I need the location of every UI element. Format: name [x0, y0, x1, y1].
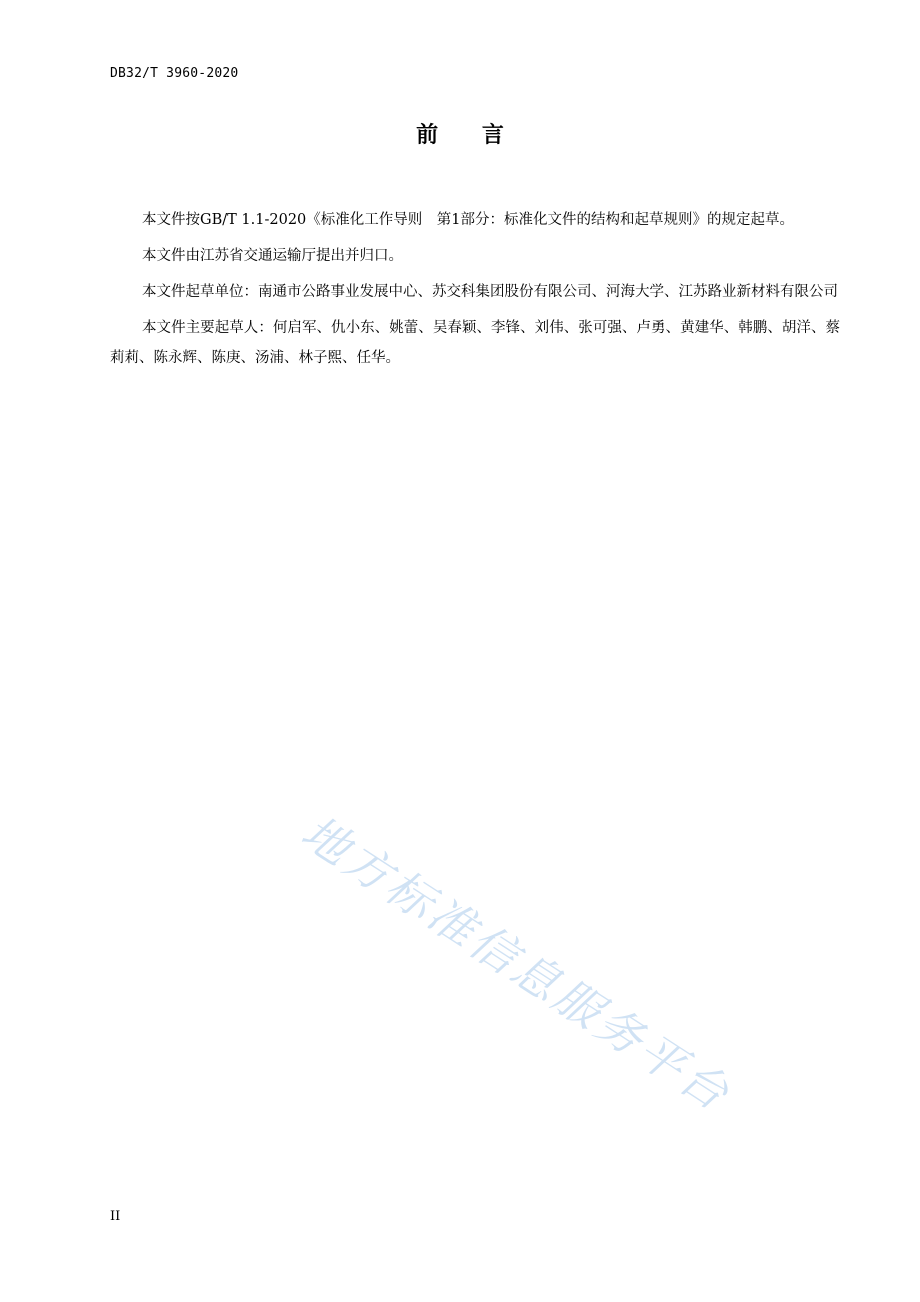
page-number: II — [110, 1209, 121, 1224]
paragraph-drafters: 本文件主要起草人：何启军、仇小东、姚蕾、吴春颖、李锋、刘伟、张可强、卢勇、黄建华、韩鹏、胡洋、蔡莉莉、陈永辉、陈庚、汤浦、林子熙、任华。 — [110, 320, 840, 366]
foreword-body — [110, 205, 840, 379]
paragraph-drafting-units: 本文件起草单位：南通市公路事业发展中心、苏交科集团股份有限公司、河海大学、江苏路业新材料有限公司 — [142, 284, 838, 300]
standard-code: DB32/T 3960-2020 — [110, 66, 239, 81]
paragraph-proposer: 本文件由江苏省交通运输厅提出并归口。 — [142, 248, 403, 264]
page-title: 前 言 — [416, 123, 522, 148]
paragraph-drafting-rules: 本文件按GB/T 1.1-2020《标准化工作导则 第1部分：标准化文件的结构和起草规则》的规定起草。 — [142, 212, 794, 228]
watermark: 地方标准信息服务平台 — [292, 804, 741, 1123]
